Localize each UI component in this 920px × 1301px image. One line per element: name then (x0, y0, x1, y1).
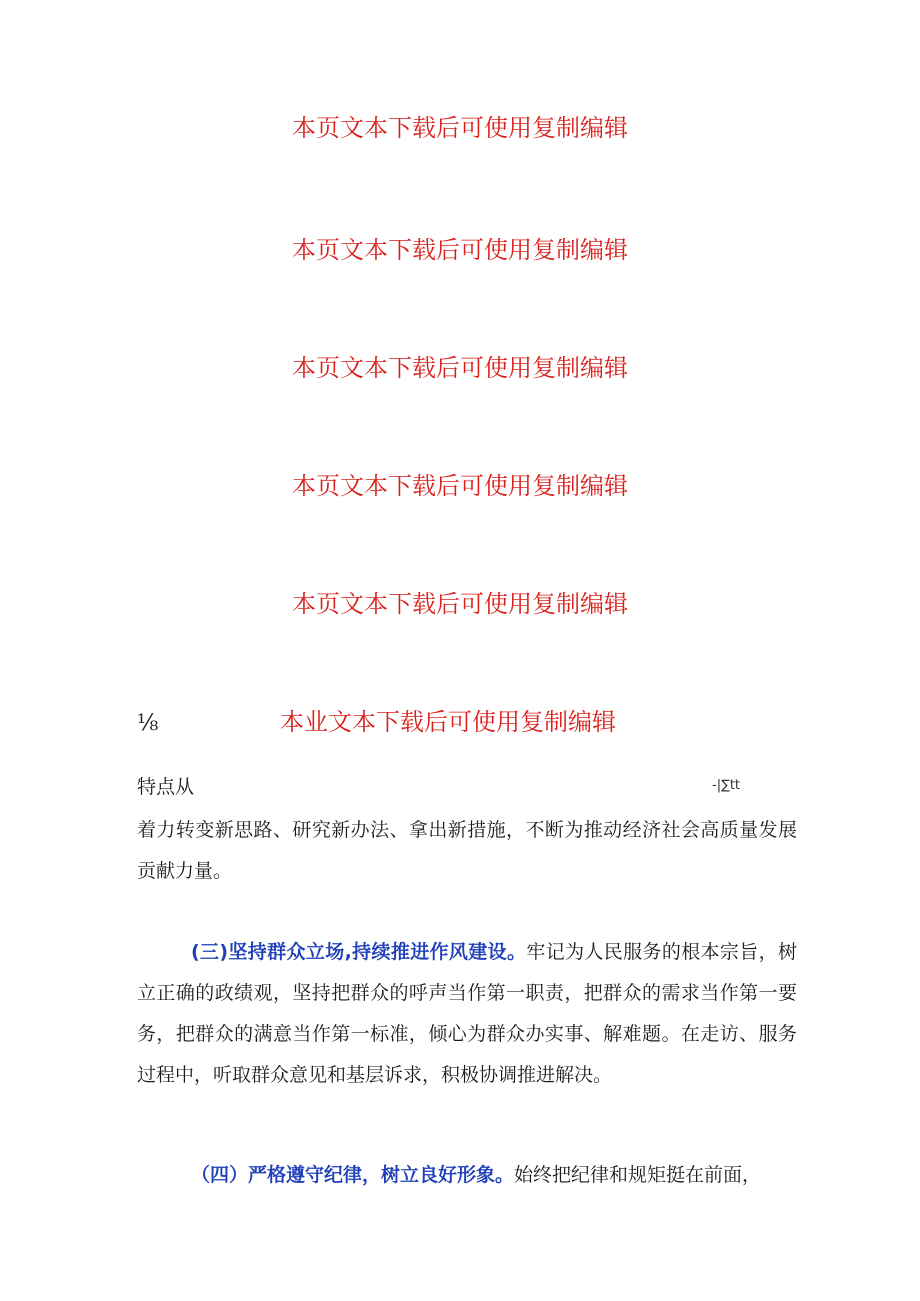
paragraph-body: 牢记为人民服务的根本宗旨，树立正确的政绩观，坚持把群众的呼声当作第一职责，把群众的需求当作第一要务，把群众的满意当作第一标准，倾心为群众办实事、解难题。在走访、服务过程中，听取群众意见和基层诉求，积极协调推进解决。 (137, 941, 797, 1086)
watermark-line: 本页文本下载后可使用复制编辑 (292, 236, 628, 264)
paragraph (137, 1155, 797, 1196)
paragraph-heading: (三)坚持群众立场,持续推进作风建设。 (191, 941, 527, 963)
watermark-line: 本页文本下载后可使用复制编辑 (292, 590, 628, 618)
watermark-line: 本页文本下载后可使用复制编辑 (292, 114, 628, 142)
paragraph-body: 始终把纪律和规矩挺在前面， (514, 1164, 762, 1186)
watermark-line: 本页文本下载后可使用复制编辑 (292, 354, 628, 382)
paragraph-heading: （四）严格遵守纪律，树立良好形象。 (191, 1164, 515, 1186)
stray-text-left: 特点从 (137, 776, 195, 798)
stray-text-right: -|∑tt (712, 778, 741, 793)
watermark-line: 本页文本下载后可使用复制编辑 (292, 472, 628, 500)
page-number: ⅛ (137, 711, 159, 736)
watermark-line: 本业文本下载后可使用复制编辑 (280, 708, 616, 736)
paragraph-body: 着力转变新思路、研究新办法、拿出新措施，不断为推动经济社会高质量发展贡献力量。 (137, 819, 797, 882)
paragraph (137, 810, 797, 892)
paragraph (137, 932, 797, 1096)
